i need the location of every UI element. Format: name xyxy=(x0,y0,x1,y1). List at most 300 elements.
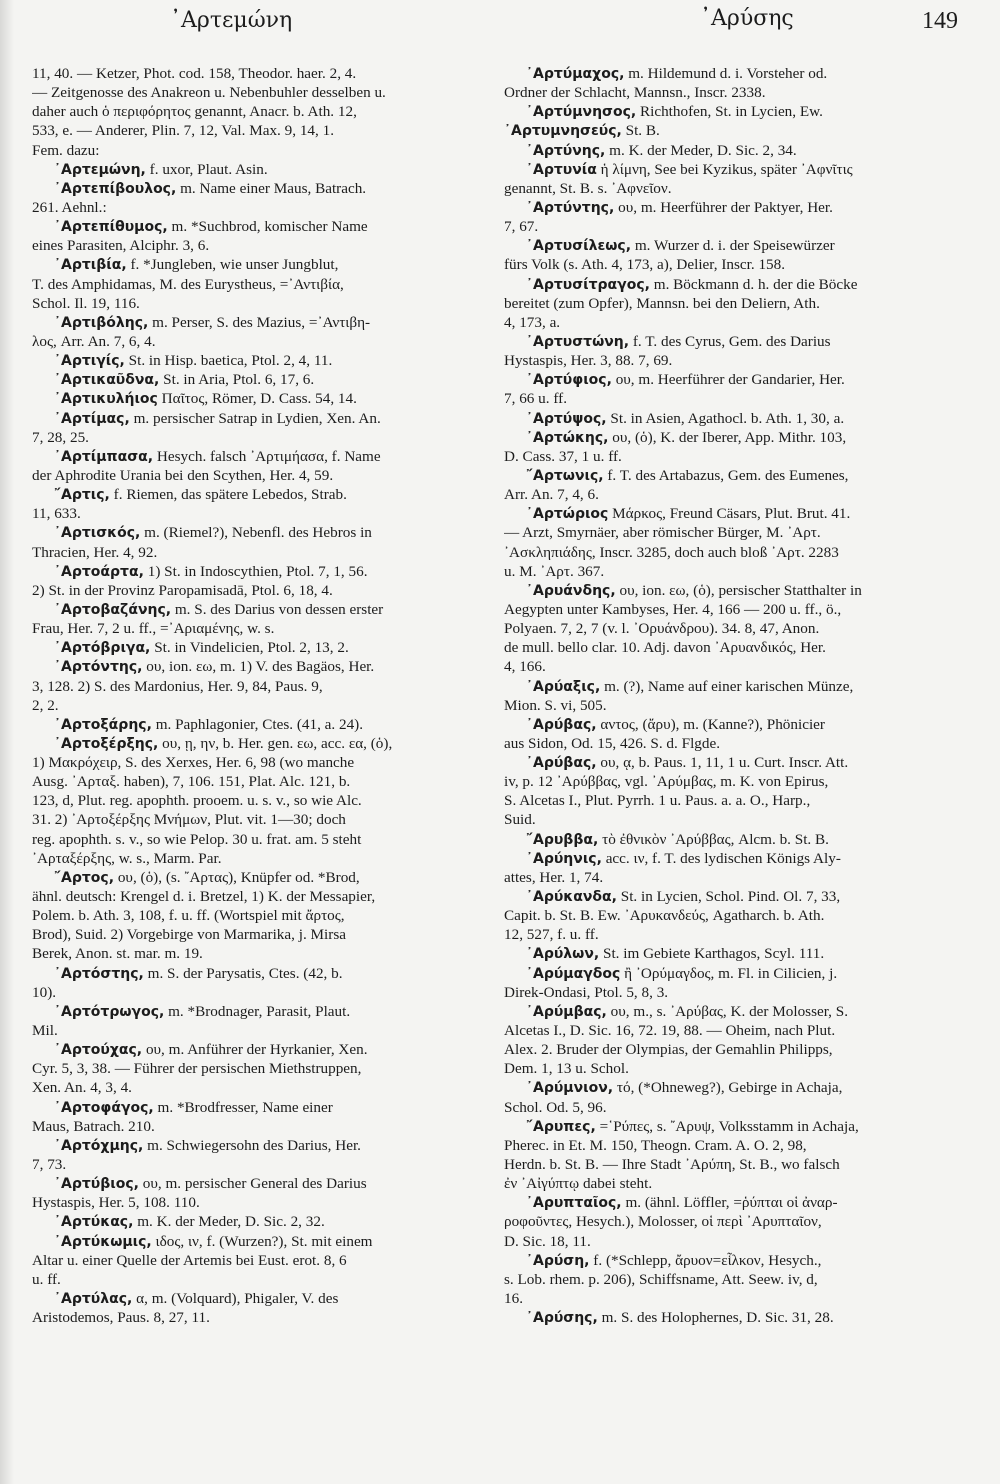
line-text: Direk-Ondasi, Ptol. 5, 8, 3. xyxy=(504,983,669,1001)
text-line xyxy=(32,830,487,849)
text-line xyxy=(32,83,487,102)
line-text: Aristodemos, Paus. 8, 27, 11. xyxy=(32,1309,210,1327)
right-column xyxy=(504,64,966,1327)
entry-line xyxy=(32,217,487,236)
line-text: m. Hildemund d. i. Vorsteher od. xyxy=(624,65,828,82)
text-line xyxy=(504,791,966,810)
line-text: ᾿Αρταξέρξης, w. s., Marm. Par. xyxy=(32,849,222,867)
text-line xyxy=(504,1174,966,1193)
line-text: Hystaspis, Her. 5, 108. 110. xyxy=(32,1194,200,1212)
line-text: Altar u. einer Quelle der Artemis bei Eust. erot. 8, 6 xyxy=(32,1251,347,1269)
text-line xyxy=(32,753,487,772)
text-line xyxy=(32,1155,487,1174)
entry-line xyxy=(504,121,966,140)
entry-line xyxy=(504,1251,966,1270)
headword: ᾿Αρύσης, xyxy=(526,1310,598,1327)
entry-line xyxy=(32,964,487,983)
headword: ῎Αρτος, xyxy=(54,869,115,886)
line-text: St. in Vindelicien, Ptol. 2, 13, 2. xyxy=(150,639,349,657)
headword: ᾿Αρτύκας, xyxy=(54,1214,134,1231)
line-text: Dem. 1, 13 u. Schol. xyxy=(504,1060,629,1078)
text-line xyxy=(32,198,487,217)
entry-line xyxy=(32,1098,487,1117)
line-text: λος, Arr. An. 7, 6, 4. xyxy=(32,332,156,350)
line-text: m. S. der Parysatis, Ctes. (42, b. xyxy=(143,964,343,982)
text-line xyxy=(504,1136,966,1155)
line-text: τό, (*Ohneweg?), Gebirge in Achaja, xyxy=(613,1079,843,1097)
line-text: Schol. Od. 5, 96. xyxy=(504,1098,607,1116)
text-line xyxy=(504,810,966,829)
text-line xyxy=(504,868,966,887)
text-line xyxy=(32,906,487,925)
line-text: m. Wurzer d. i. der Speisewürzer xyxy=(631,237,835,255)
headword: ᾿Αρύηνις, xyxy=(526,850,602,867)
headword: ᾿Αρύμνιον, xyxy=(526,1080,614,1097)
line-text: aus Sidon, Od. 15, 426. S. d. Flgde. xyxy=(504,734,721,752)
text-line xyxy=(32,887,487,906)
line-text: m. (Riemel?), Nebenfl. des Hebros in xyxy=(140,524,372,542)
text-line xyxy=(504,83,966,102)
headword: ᾿Αρτεπίβουλος, xyxy=(54,180,177,197)
text-line xyxy=(504,255,966,274)
line-text: ἐν ᾿Αἰγύπτῳ dabei steht. xyxy=(504,1175,653,1193)
line-text: Hesych. falsch ᾿Αρτιμήασα, f. Name xyxy=(153,447,381,465)
entry-line xyxy=(32,523,487,542)
line-text: Mil. xyxy=(32,1022,58,1040)
line-text: ου, m., s. ᾿Αρύβας, K. der Molosser, S. xyxy=(606,1002,849,1020)
line-text: f. T. des Artabazus, Gem. des Eumenes, xyxy=(603,466,849,484)
text-line xyxy=(32,1021,487,1040)
text-line xyxy=(32,983,487,1002)
line-text: m. Perser, S. des Mazius, =᾿Αντιβη- xyxy=(148,313,371,331)
entry-line xyxy=(32,1212,487,1231)
line-text: St. B. xyxy=(621,122,660,140)
line-text: Hystaspis, Her. 3, 88. 7, 69. xyxy=(504,352,673,370)
text-line xyxy=(504,294,966,313)
text-line xyxy=(32,102,487,121)
line-text: m. S. des Darius von dessen erster xyxy=(171,600,384,618)
text-line xyxy=(504,1232,966,1251)
text-line xyxy=(32,543,487,562)
headword: ᾿Αρύμαγδος xyxy=(526,965,621,982)
line-text: ου, ion. εω, (ὁ), persischer Statthalter in xyxy=(615,581,862,599)
text-line xyxy=(32,294,487,313)
headword: ᾿Αρτοξέρξης, xyxy=(54,735,159,752)
text-line xyxy=(504,925,966,944)
text-line xyxy=(32,944,487,963)
line-text: 7, 28, 25. xyxy=(32,428,89,446)
line-text: Brod), Suid. 2) Vorgebirge von Marmarika, j. Mirsa xyxy=(32,926,346,944)
text-line xyxy=(504,485,966,504)
line-text: Richthofen, St. in Lycien, Ew. xyxy=(636,103,823,121)
line-text: m. *Brodnager, Parasit, Plaut. xyxy=(164,1002,351,1020)
headword: ᾿Αρτοξάρης, xyxy=(54,716,152,733)
entry-line xyxy=(32,351,487,370)
headword: ῎Αρυπες, xyxy=(526,1118,596,1135)
line-text: Alcetas I., D. Sic. 16, 72. 19, 88. — Oheim, nach Plut. xyxy=(504,1022,836,1040)
line-text: de mull. bello clar. 10. Adj. davon ᾿Αρυανδικός, Her. xyxy=(504,639,826,657)
line-text: St. im Gebiete Karthagos, Scyl. 111. xyxy=(599,945,825,963)
headword: ᾿Αρύαξις, xyxy=(526,678,601,695)
entry-line xyxy=(504,275,966,294)
line-text: u. Μ. ᾿Αρτ. 367. xyxy=(504,562,605,580)
text-line xyxy=(32,696,487,715)
line-text: 1) St. in Indoscythien, Ptol. 7, 1, 56. xyxy=(143,562,368,580)
headword: ᾿Αρύβας, xyxy=(526,716,597,733)
headword: ᾿Αρτόχμης, xyxy=(54,1137,144,1154)
headword: ᾿Αρτίμας, xyxy=(54,410,130,427)
entry-line xyxy=(504,370,966,389)
entry-line xyxy=(32,600,487,619)
entry-line xyxy=(504,715,966,734)
entry-line xyxy=(32,485,487,504)
text-line xyxy=(504,983,966,1002)
text-line xyxy=(32,810,487,829)
line-text: ου, m. Heerführer der Gandarier, Her. xyxy=(611,371,845,389)
line-text: 2, 2. xyxy=(32,696,59,714)
headword: ᾿Αρτυμνησεύς, xyxy=(504,123,622,140)
text-line xyxy=(504,906,966,925)
entry-line xyxy=(504,849,966,868)
headword: ᾿Αρύμβας, xyxy=(526,1003,607,1020)
line-text: Berek, Anon. st. mar. m. 19. xyxy=(32,945,203,963)
entry-line xyxy=(32,389,487,408)
entry-line xyxy=(504,753,966,772)
text-line xyxy=(32,1308,487,1327)
entry-line xyxy=(32,638,487,657)
line-text: 16. xyxy=(504,1290,523,1307)
line-text: Alex. 2. Bruder der Olympias, der Gemahlin Philipps, xyxy=(504,1041,833,1059)
entry-line xyxy=(32,657,487,676)
line-text: 2) St. in der Provinz Paropamisadā, Ptol. 6, 18, 4. xyxy=(32,581,333,599)
line-text: ροφοῦντες, Hesych.), Molosser, οἱ περὶ ᾿Αρυπταῖον, xyxy=(504,1213,822,1231)
headword: ᾿Αρυπταῖος, xyxy=(526,1195,622,1212)
line-text: daher auch ὁ περιφόρητος genannt, Anacr. b. Ath. 12, xyxy=(32,103,357,121)
page-edge-shadow xyxy=(0,0,14,1484)
entry-line xyxy=(504,887,966,906)
line-text: — Arzt, Smyrnäer, aber römischer Bürger, Μ. ᾿Αρτ. xyxy=(504,524,821,542)
line-text: f. uxor, Plaut. Asin. xyxy=(145,160,268,178)
headword: ᾿Αρτύλας, xyxy=(54,1291,133,1307)
line-text: Polyaen. 7, 2, 7 (v. l. ᾿Ορυάνδρου). 34. 8, 47, Anon. xyxy=(504,620,820,638)
entry-line xyxy=(32,1002,487,1021)
line-text: Thracien, Her. 4, 92. xyxy=(32,543,158,561)
line-text: 10). xyxy=(32,983,57,1001)
text-line xyxy=(504,619,966,638)
line-text: f. *Jungleben, wie unser Jungblut, xyxy=(126,256,339,274)
entry-line xyxy=(504,236,966,255)
headword: ᾿Αρτεπίθυμος, xyxy=(54,219,168,236)
headword: ᾿Αρτεμώνη, xyxy=(54,161,146,178)
line-text: iv, p. 12 ᾿Αρύββας, vgl. ᾿Αρύμβας, m. K. von Epirus, xyxy=(504,773,829,791)
line-text: τὸ ἐθνικὸν ᾿Αρύββας, Alcm. b. St. B. xyxy=(598,830,829,848)
headword: ᾿Αρτισκός, xyxy=(54,525,141,542)
line-text: f. T. des Cyrus, Gem. des Darius xyxy=(629,332,831,350)
line-text: 11, 633. xyxy=(32,505,81,523)
headword: ᾿Αρτυστώνη, xyxy=(526,333,630,350)
line-text: 261. Aehnl.: xyxy=(32,198,107,216)
text-line xyxy=(32,1270,487,1289)
text-line xyxy=(32,925,487,944)
line-text: 7, 73. xyxy=(32,1156,67,1174)
entry-line xyxy=(504,64,966,83)
line-text: attes, Her. 1, 74. xyxy=(504,868,604,886)
entry-line xyxy=(32,1174,487,1193)
entry-line xyxy=(504,504,966,523)
entry-line xyxy=(504,409,966,428)
text-line xyxy=(32,1251,487,1270)
headword: ᾿Αρυάνδης, xyxy=(526,582,616,599)
line-text: ιδος, ιν, f. (Wurzen?), St. mit einem xyxy=(151,1232,373,1250)
line-text: acc. ιν, f. T. des lydischen Königs Aly- xyxy=(601,849,841,867)
headword: ᾿Αρτιβόλης, xyxy=(54,314,149,331)
line-text: m. S. des Holophernes, D. Sic. 31, 28. xyxy=(597,1309,834,1327)
line-text: ου, ᾳ, b. Paus. 1, 11, 1 u. Curt. Inscr. Att. xyxy=(596,754,849,772)
headword: ᾿Αρτόντης, xyxy=(54,659,143,676)
entry-line xyxy=(504,964,966,983)
text-line xyxy=(32,849,487,868)
line-text: α, m. (Volquard), Phigaler, V. des xyxy=(132,1290,339,1307)
line-text: St. in Hisp. baetica, Ptol. 2, 4, 11. xyxy=(124,352,333,370)
line-text: D. Cass. 37, 1 u. ff. xyxy=(504,447,622,465)
line-text: bereitet (zum Opfer), Mannsn. bei den Deliern, Ath. xyxy=(504,294,820,312)
headword: ᾿Αρτύμαχος, xyxy=(526,66,625,82)
headword: ᾿Αρτυσίλεως, xyxy=(526,238,632,255)
line-text: m. (?), Name auf einer karischen Münze, xyxy=(600,677,854,695)
line-text: ου, ion. εω, m. 1) V. des Bagäos, Her. xyxy=(142,658,375,676)
text-line xyxy=(32,1117,487,1136)
headword: ᾿Αρτιβία, xyxy=(54,257,127,274)
text-line xyxy=(32,677,487,696)
line-text: m. Paphlagonier, Ctes. (41, a. 24). xyxy=(151,715,364,733)
headword: ᾿Αρτότρωγος, xyxy=(54,1003,165,1020)
line-text: 11, 40. — Ketzer, Phot. cod. 158, Theodor. haer. 2, 4. xyxy=(32,65,357,82)
headword: ᾿Αρτύνης, xyxy=(526,142,606,159)
text-line xyxy=(504,696,966,715)
running-header xyxy=(0,0,1000,58)
headword: ᾿Αρτόστης, xyxy=(54,965,144,982)
line-text: Maus, Batrach. 210. xyxy=(32,1117,155,1135)
line-text: Schol. Il. 19, 116. xyxy=(32,294,140,312)
headword: ῎Αρτωνις, xyxy=(526,467,604,484)
line-text: Frau, Her. 7, 2 u. ff., =᾿Αριαμένης, w. s. xyxy=(32,620,275,638)
text-line xyxy=(32,791,487,810)
entry-line xyxy=(32,255,487,274)
line-text: Arr. An. 7, 4, 6. xyxy=(504,486,599,504)
line-text: 3, 128. 2) S. des Mardonius, Her. 9, 84, Paus. 9, xyxy=(32,677,323,695)
entry-line xyxy=(32,562,487,581)
headword: ᾿Αρτυσίτραγος, xyxy=(526,276,650,293)
headword: ᾿Αρτιγίς, xyxy=(54,353,125,370)
headword: ᾿Αρτύντης, xyxy=(526,199,615,216)
headword: ᾿Αρτύμνησος, xyxy=(526,104,637,121)
line-text: m. (ähnl. Löffler, =ῥύπται οἱ ἀναρ- xyxy=(621,1194,838,1212)
line-text: ου, m. Anführer der Hyrkanier, Xen. xyxy=(142,1041,368,1059)
line-text: eines Parasiten, Alciphr. 3, 6. xyxy=(32,237,210,255)
text-line xyxy=(32,619,487,638)
line-text: Xen. An. 4, 3, 4. xyxy=(32,1079,132,1097)
text-line xyxy=(504,638,966,657)
line-text: Aegypten unter Kambyses, Her. 4, 166 — 200 u. ff., ö., xyxy=(504,600,842,618)
text-line xyxy=(504,447,966,466)
text-line xyxy=(32,504,487,523)
headword: ῎Αρτις, xyxy=(54,487,110,504)
entry-line xyxy=(32,447,487,466)
line-text: Ordner der Schlacht, Mannsn., Inscr. 2338. xyxy=(504,84,766,102)
headword: ᾿Αρύλων, xyxy=(526,946,600,963)
header-first-word: ᾿Αρτεμώνη xyxy=(170,8,293,33)
text-line xyxy=(504,1021,966,1040)
line-text: 1) Μακρόχειρ, S. des Xerxes, Her. 6, 98 (wo manche xyxy=(32,754,355,772)
line-text: m. *Suchbrod, komischer Name xyxy=(167,218,368,236)
headword: ᾿Αρύκανδα, xyxy=(526,889,617,906)
entry-line xyxy=(504,332,966,351)
text-line xyxy=(32,141,487,160)
text-line xyxy=(504,1212,966,1231)
line-text: 533, e. — Anderer, Plin. 7, 12, Val. Max. 9, 14, 1. xyxy=(32,122,334,140)
entry-line xyxy=(504,581,966,600)
text-line xyxy=(504,543,966,562)
line-text: ἡ λίμνη, See bei Kyzikus, später ᾿Αφνῖτις xyxy=(596,160,853,178)
line-text: 7, 66 u. ff. xyxy=(504,390,567,408)
text-line xyxy=(32,466,487,485)
text-line xyxy=(504,1040,966,1059)
text-line xyxy=(504,523,966,542)
line-text: 7, 67. xyxy=(504,218,539,236)
text-line xyxy=(504,1059,966,1078)
headword: ᾿Αρτίμπασα, xyxy=(54,448,154,465)
entry-line xyxy=(504,102,966,121)
entry-line xyxy=(32,1040,487,1059)
entry-line xyxy=(504,830,966,849)
line-text: ου, (ὁ), K. der Iberer, App. Mithr. 103, xyxy=(608,428,847,446)
entry-line xyxy=(32,734,487,753)
headword: ᾿Αρτύβιος, xyxy=(54,1176,139,1193)
line-text: αντος, (ἄρυ), m. (Kanne?), Phönicier xyxy=(596,715,825,733)
line-text: Capit. b. St. B. Ew. ᾿Αρυκανδεύς, Agatharch. b. Ath. xyxy=(504,907,825,925)
page-number: 149 xyxy=(922,8,958,34)
entry-line xyxy=(32,370,487,389)
text-line xyxy=(504,1270,966,1289)
entry-line xyxy=(504,466,966,485)
headword: ᾿Αρτικυλήιος xyxy=(54,391,158,408)
headword: ᾿Αρτυνία xyxy=(526,161,597,178)
headword: ᾿Αρύβας, xyxy=(526,755,597,772)
entry-line xyxy=(504,1193,966,1212)
line-text: 4, 166. xyxy=(504,658,546,676)
line-text: m. Böckmann d. h. der die Böcke xyxy=(649,275,858,293)
line-text: f. Riemen, das spätere Lebedos, Strab. xyxy=(109,486,347,504)
headword: ᾿Αρτόβριγα, xyxy=(54,640,151,657)
text-line xyxy=(504,1155,966,1174)
text-line xyxy=(504,657,966,676)
text-line xyxy=(32,428,487,447)
line-text: Mion. S. vi, 505. xyxy=(504,696,607,714)
entry-line xyxy=(32,313,487,332)
line-text: S. Alcetas I., Plut. Pyrrh. 1 u. Paus. a. a. O., Harp., xyxy=(504,792,811,810)
text-line xyxy=(32,772,487,791)
text-line xyxy=(504,562,966,581)
text-line xyxy=(504,600,966,619)
text-line xyxy=(504,179,966,198)
text-line xyxy=(32,64,487,83)
line-text: D. Sic. 18, 11. xyxy=(504,1232,591,1250)
text-line xyxy=(32,121,487,140)
text-line xyxy=(32,581,487,600)
line-text: Pherec. in Et. M. 150, Theogn. Cram. A. O. 2, 98, xyxy=(504,1136,807,1154)
line-text: m. Schwiegersohn des Darius, Her. xyxy=(143,1136,361,1154)
entry-line xyxy=(32,715,487,734)
headword: ᾿Αρτοφάγος, xyxy=(54,1099,154,1116)
entry-line xyxy=(504,160,966,179)
headword: ᾿Αρτώκης, xyxy=(526,429,609,446)
line-text: St. in Lycien, Schol. Pind. Ol. 7, 33, xyxy=(616,888,841,906)
line-text: ου, m. persischer General des Darius xyxy=(138,1175,367,1193)
line-text: Παῖτος, Römer, D. Cass. 54, 14. xyxy=(157,390,357,408)
text-line xyxy=(504,1289,966,1308)
text-line xyxy=(504,734,966,753)
line-text: m. *Brodfresser, Name einer xyxy=(153,1098,333,1116)
entry-line xyxy=(32,868,487,887)
left-column xyxy=(32,64,487,1327)
entry-line xyxy=(32,179,487,198)
line-text: Suid. xyxy=(504,811,536,829)
line-text: 123, d, Plut. reg. apophth. prooem. u. s. v., so wie Alc. xyxy=(32,792,362,810)
entry-line xyxy=(504,944,966,963)
entry-line xyxy=(32,1289,487,1308)
entry-line xyxy=(504,1308,966,1327)
line-text: f. (*Schlepp, ἄρυον=εἷλκον, Hesych., xyxy=(589,1251,822,1269)
line-text: 12, 527, f. u. ff. xyxy=(504,926,599,944)
line-text: ου, ῃ, ην, b. Her. gen. εω, acc. εα, (ὁ), xyxy=(158,734,393,752)
headword: ᾿Αρτύφιος, xyxy=(526,372,612,389)
entry-line xyxy=(32,160,487,179)
headword: ᾿Αρτοάρτα, xyxy=(54,563,144,580)
headword: ᾿Αρτοβαζάνης, xyxy=(54,601,172,618)
line-text: genannt, St. B. s. ᾿Αφνεῖον. xyxy=(504,179,672,197)
entry-line xyxy=(504,141,966,160)
line-text: Ausg. ᾿Αρταξ. haben), 7, 106. 151, Plat. Alc. 121, b. xyxy=(32,773,351,791)
text-line xyxy=(504,351,966,370)
line-text: St. in Aria, Ptol. 6, 17, 6. xyxy=(159,371,315,389)
line-text: 4, 173, a. xyxy=(504,313,561,331)
headword: ᾿Αρύση, xyxy=(526,1252,590,1269)
entry-line xyxy=(504,198,966,217)
text-line xyxy=(32,1078,487,1097)
line-text: reg. apophth. s. v., so wie Pelop. 30 u. frat. am. 5 steht xyxy=(32,830,362,848)
line-text: Cyr. 5, 3, 38. — Führer der persischen Miethstruppen, xyxy=(32,1060,362,1078)
line-text: 31. 2) ᾿Αρτοξέρξης Μνήμων, Plut. vit. 1—30; doch xyxy=(32,811,346,829)
headword: ῎Αρυββα, xyxy=(526,831,599,848)
text-line xyxy=(32,1059,487,1078)
line-text: — Zeitgenosse des Anakreon u. Nebenbuhler desselben u. xyxy=(32,84,386,102)
headword: ᾿Αρτύκωμις, xyxy=(54,1233,152,1250)
entry-line xyxy=(32,409,487,428)
line-text: ᾿Ασκληπιάδης, Inscr. 3285, doch auch bloß ᾿Αρτ. 2283 xyxy=(504,543,839,561)
line-text: der Aphrodite Urania bei den Scythen, Her. 4, 59. xyxy=(32,466,334,484)
line-text: Fem. dazu: xyxy=(32,141,100,159)
entry-line xyxy=(32,1232,487,1251)
entry-line xyxy=(504,1117,966,1136)
line-text: Polem. b. Ath. 3, 108, f. u. ff. (Wortspiel mit ἄρτος, xyxy=(32,907,345,925)
text-line xyxy=(32,1193,487,1212)
line-text: ου, (ὁ), (s. ῎Αρτας), Knüpfer od. *Brod, xyxy=(114,868,360,886)
text-line xyxy=(504,1098,966,1117)
line-text: =῾Ρύπες, s. ῎Αρυψ, Volksstamm in Achaja, xyxy=(595,1117,859,1135)
entry-line xyxy=(504,428,966,447)
line-text: ἢ ᾿Ορύμαγδος, m. Fl. in Cilicien, j. xyxy=(620,964,838,982)
text-line xyxy=(32,275,487,294)
